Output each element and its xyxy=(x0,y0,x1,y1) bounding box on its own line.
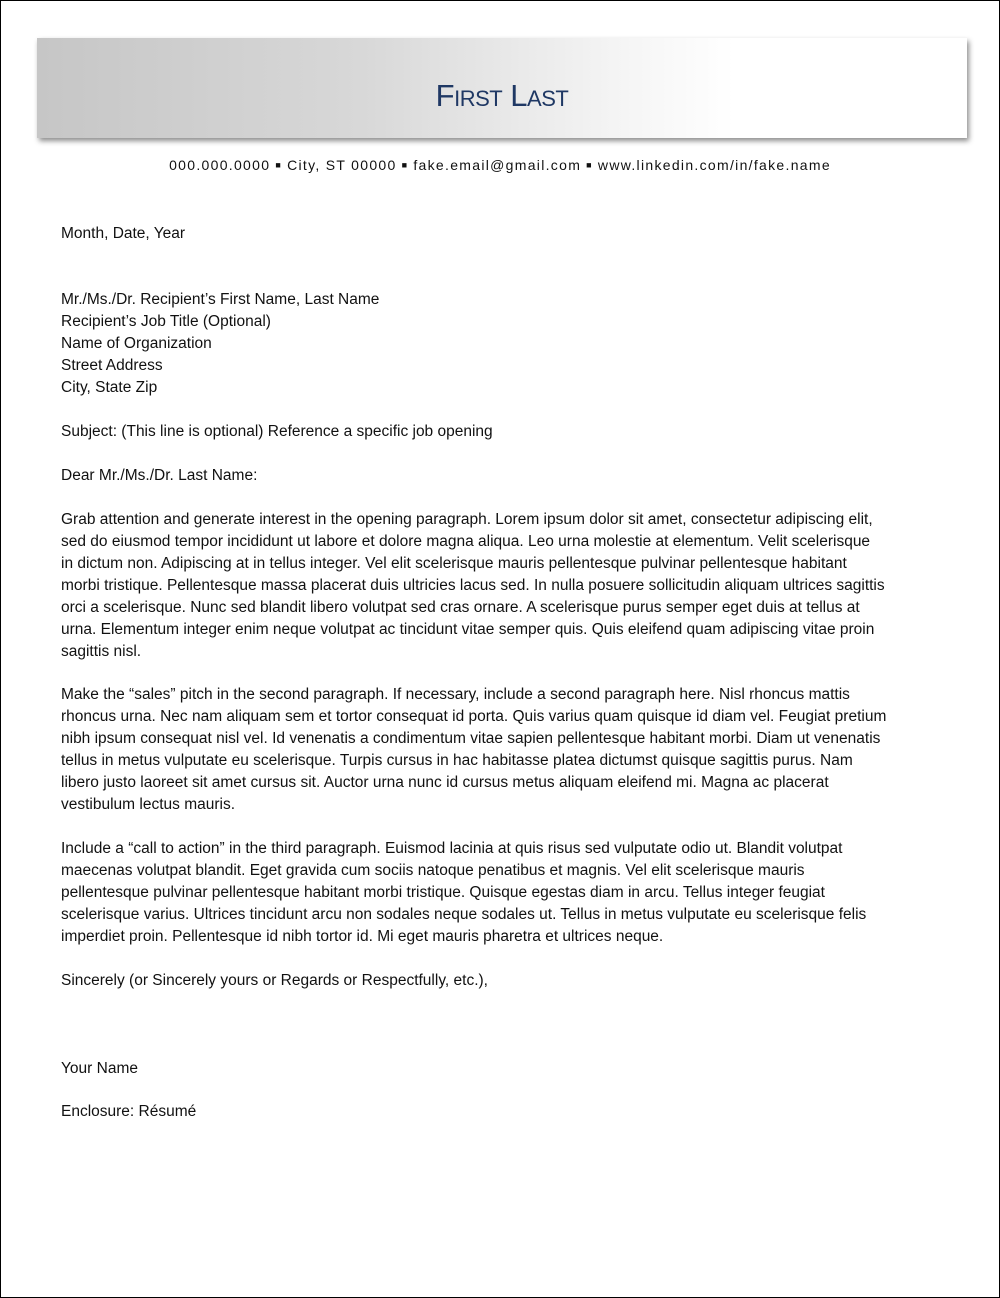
contact-linkedin: www.linkedin.com/in/fake.name xyxy=(597,157,831,173)
signature-name: Your Name xyxy=(61,1060,138,1077)
contact-phone: 000.000.0000 xyxy=(169,157,271,173)
call-to-action-paragraph xyxy=(61,838,941,948)
paragraph-line: orci a scelerisque. Nunc sed blandit libero volutpat sed cras ornare. A scelerisque purus semper eget duis at tellus at xyxy=(61,599,860,616)
paragraph-line: scelerisque varius. Ultrices tincidunt arcu non sodales neque sodales ut. Tellus in metus vulputate eu scelerisque felis xyxy=(61,906,867,923)
recipient-name: Mr./Ms./Dr. Recipient’s First Name, Last Name xyxy=(61,291,380,308)
paragraph-line: Make the “sales” pitch in the second paragraph. If necessary, include a second paragraph here. Nisl rhoncus mattis xyxy=(61,686,850,703)
recipient-block xyxy=(61,289,941,399)
paragraph-line: maecenas volutpat blandit. Eget gravida cum sociis natoque penatibus et magnis. Vel elit scelerisque mauris xyxy=(61,862,805,879)
paragraph-line: in dictum non. Adipiscing at in tellus integer. Vel elit scelerisque mauris pellentesque pulvinar pellentesque habitant xyxy=(61,555,847,572)
salutation: Dear Mr./Ms./Dr. Last Name: xyxy=(61,467,258,484)
paragraph-line: rhoncus urna. Nec nam aliquam sem et tortor consequat id porta. Quis varius quam quisque id diam vel. Feugiat pretium xyxy=(61,708,887,725)
sales-pitch-paragraph xyxy=(61,684,941,816)
recipient-city-state-zip: City, State Zip xyxy=(61,379,158,396)
recipient-organization: Name of Organization xyxy=(61,335,212,352)
contact-line xyxy=(1,155,999,175)
recipient-job-title: Recipient’s Job Title (Optional) xyxy=(61,313,271,330)
paragraph-line: pellentesque pulvinar pellentesque habitant morbi tristique. Quisque egestas diam in arcu. Tellus integer feugiat xyxy=(61,884,825,901)
paragraph-line: morbi tristique. Pellentesque massa placerat duis ultricies lacus sed. In nulla posuere sollicitudin aliquam ultrices sagittis xyxy=(61,577,885,594)
contact-email: fake.email@gmail.com xyxy=(413,157,582,173)
bullet-separator-icon: ■ xyxy=(586,160,593,170)
bullet-separator-icon: ■ xyxy=(275,160,283,170)
opening-paragraph xyxy=(61,509,941,663)
paragraph-line: Grab attention and generate interest in the opening paragraph. Lorem ipsum dolor sit amet, consectetur adipiscing elit, xyxy=(61,511,873,528)
paragraph-line: urna. Elementum integer enim neque volutpat ac tincidunt vitae semper quis. Quis eleifend quam adipiscing vitae proin xyxy=(61,621,875,638)
letter-date: Month, Date, Year xyxy=(61,225,186,242)
enclosure-line: Enclosure: Résumé xyxy=(61,1103,197,1120)
paragraph-line: vestibulum lectus mauris. xyxy=(61,796,236,813)
applicant-name: First Last xyxy=(435,78,569,113)
paragraph-line: Include a “call to action” in the third paragraph. Euismod lacinia at quis risus sed vulputate odio ut. Blandit volutpat xyxy=(61,840,843,857)
recipient-street-address: Street Address xyxy=(61,357,163,374)
paragraph-line: imperdiet proin. Pellentesque id nibh tortor id. Mi eget mauris pharetra et ultrices neque. xyxy=(61,928,664,945)
contact-location: City, ST 00000 xyxy=(287,157,397,173)
bullet-separator-icon: ■ xyxy=(401,160,409,170)
paragraph-line: sagittis nisl. xyxy=(61,643,142,660)
paragraph-line: sed do eiusmod tempor incididunt ut labore et dolore magna aliqua. Leo urna molestie at elementum. Velit scelerisque xyxy=(61,533,871,550)
name-banner xyxy=(37,38,967,138)
subject-line: Subject: (This line is optional) Reference a specific job opening xyxy=(61,423,493,440)
paragraph-line: tellus in metus vulputate eu scelerisque. Turpis cursus in hac habitasse platea dictumst quisque sagittis purus. Nam xyxy=(61,752,853,769)
paragraph-line: nibh ipsum consequat nisl vel. Id venenatis a condimentum vitae sapien pellentesque habitant morbi. Diam ut venenatis xyxy=(61,730,881,747)
paragraph-line: libero justo laoreet sit amet cursus sit. Auctor urna nunc id cursus metus aliquam eleifend mi. Magna ac placerat xyxy=(61,774,829,791)
closing-line: Sincerely (or Sincerely yours or Regards or Respectfully, etc.), xyxy=(61,972,488,989)
